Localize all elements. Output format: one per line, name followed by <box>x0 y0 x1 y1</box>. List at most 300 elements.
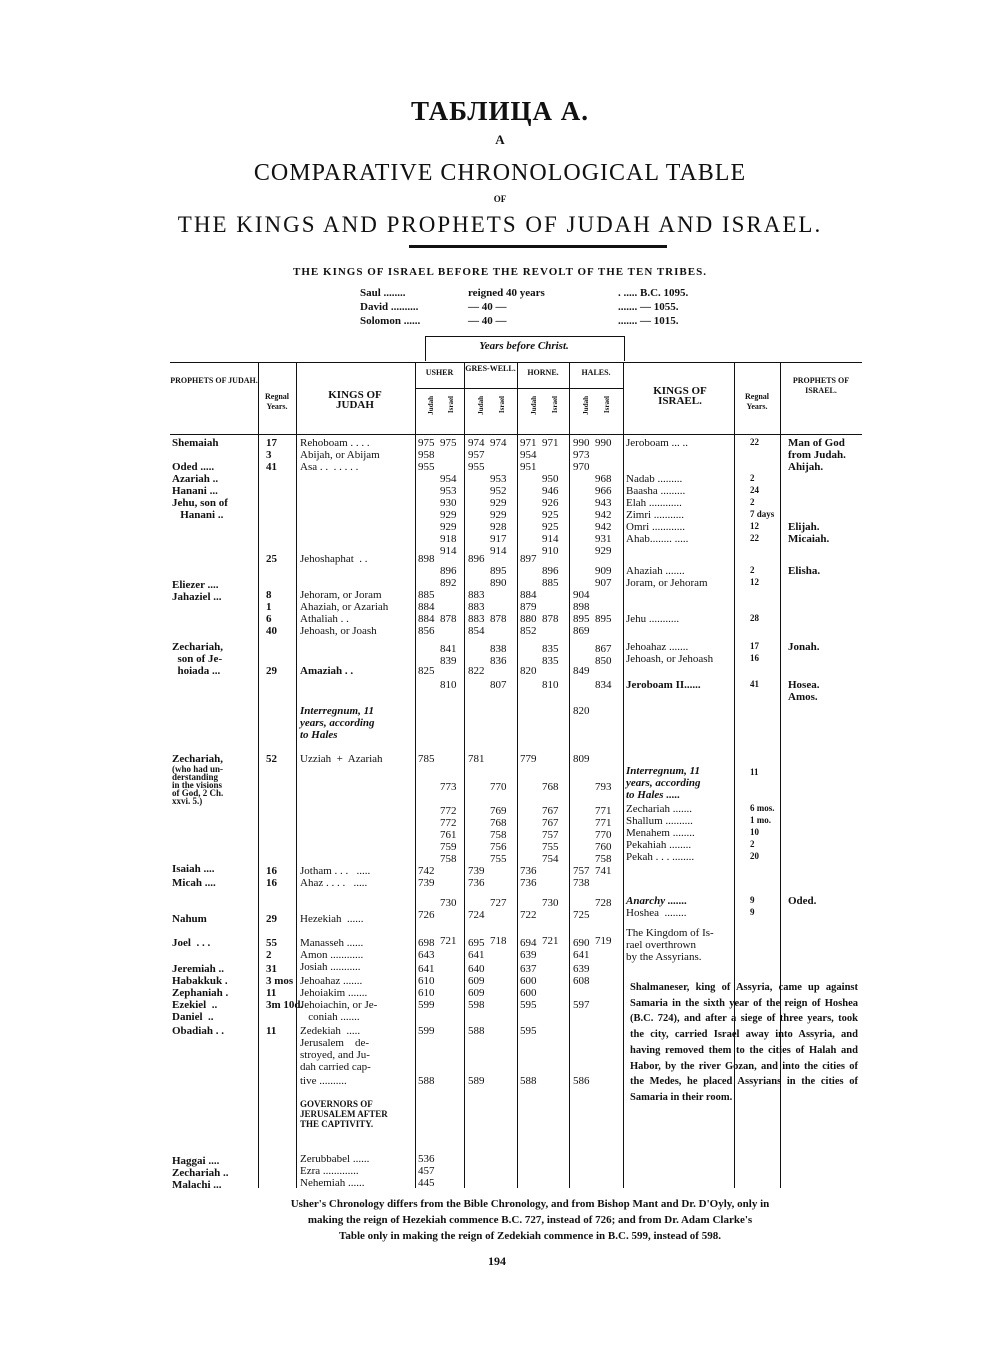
prophet-judah: Joel . . . <box>172 937 211 949</box>
sub-judah: Judah <box>582 396 590 415</box>
greswell-value: 955 <box>468 461 485 473</box>
king-judah: JERUSALEM AFTER <box>300 1109 388 1119</box>
usher-value: 641 <box>418 963 435 975</box>
prophet-judah: Nahum <box>172 913 207 925</box>
sub-judah: Judah <box>477 396 485 415</box>
king-israel: Shallum .......... <box>626 815 693 827</box>
hales-value: 990 <box>573 437 590 449</box>
king-israel: Joram, or Jehoram <box>626 577 708 589</box>
hales-value: 898 <box>573 601 590 613</box>
regnal-israel: 9 <box>750 895 755 905</box>
prophet-judah: Azariah .. <box>172 473 219 485</box>
usher-value: 761 <box>440 829 457 841</box>
greswell-value: 588 <box>468 1025 485 1037</box>
horne-value: 926 <box>542 497 559 509</box>
regnal-judah: 6 <box>266 613 272 625</box>
hales-value: 771 <box>595 805 612 817</box>
greswell-value: 890 <box>490 577 507 589</box>
greswell-value: 768 <box>490 817 507 829</box>
king-israel: Jehoahaz ....... <box>626 641 689 653</box>
horne-value: 767 <box>542 817 559 829</box>
prophet-israel: Oded. <box>788 895 817 907</box>
usher-value: 954 <box>440 473 457 485</box>
horne-value: 835 <box>542 643 559 655</box>
regnal-judah: 1 <box>266 601 272 613</box>
horne-value: 954 <box>520 449 537 461</box>
regnal-israel: 9 <box>750 907 755 917</box>
heading-a: A <box>495 132 505 147</box>
prophet-israel: from Judah. <box>788 449 846 461</box>
king-israel: Baasha ......... <box>626 485 686 497</box>
king-judah: Manasseh ...... <box>300 937 364 949</box>
king-israel: Pekahiah ........ <box>626 839 692 851</box>
king-judah: years, according <box>300 717 375 729</box>
king-judah: Josiah ........... <box>300 961 361 973</box>
usher-value: 810 <box>440 679 457 691</box>
horne-value: 595 <box>520 999 537 1011</box>
hales-value: 990 <box>595 437 612 449</box>
sub-judah: Judah <box>427 396 435 415</box>
before-revolt-row: David .......... — 40 — ....... — 1055. <box>360 301 679 313</box>
horne-value: 736 <box>520 877 537 889</box>
hales-value: 895 <box>573 613 590 625</box>
prophet-judah: Zechariah, <box>172 753 224 765</box>
prophet-judah: derstanding <box>172 772 219 782</box>
horne-value: 779 <box>520 753 537 765</box>
king-israel: Zimri ........... <box>626 509 685 521</box>
king-israel: Pekah . . . ........ <box>626 851 695 863</box>
heading-of: OF <box>493 194 507 204</box>
horne-value: 884 <box>520 589 537 601</box>
prophet-israel: Micaiah. <box>788 533 830 545</box>
prophet-judah: of God, 2 Ch. <box>172 788 224 798</box>
hales-value: 942 <box>595 509 612 521</box>
footnote-line: Usher's Chronology differs from the Bible Chronology, and from Bishop Mant and Dr. D'Oyly, only in <box>290 1198 770 1210</box>
horne-value: 950 <box>542 473 559 485</box>
greswell-value: 883 <box>468 613 485 625</box>
king-israel: to Hales ..... <box>626 789 681 801</box>
greswell-value: 952 <box>490 485 507 497</box>
prophet-israel: Ahijah. <box>788 461 824 473</box>
hales-value: 970 <box>573 461 590 473</box>
hales-value: 943 <box>595 497 612 509</box>
header-kings-judah: KINGS OF JUDAH <box>328 389 382 411</box>
regnal-israel: 7 days <box>750 509 775 519</box>
usher-value: 975 <box>440 437 457 449</box>
horne-value: 971 <box>520 437 537 449</box>
usher-value: 730 <box>440 897 457 909</box>
regnal-israel: 2 <box>750 565 755 575</box>
prophet-judah: Isaiah .... <box>172 863 215 875</box>
horne-value: 755 <box>542 841 559 853</box>
prophet-judah: Haggai .... <box>172 1155 220 1167</box>
usher-value: 758 <box>440 853 457 865</box>
usher-value: 739 <box>418 877 435 889</box>
horne-value: 639 <box>520 949 537 961</box>
greswell-value: 739 <box>468 865 485 877</box>
prophet-judah: Obadiah . . <box>172 1025 224 1037</box>
prophet-judah: Micah .... <box>172 877 216 889</box>
usher-value: 445 <box>418 1177 435 1189</box>
greswell-value: 928 <box>490 521 507 533</box>
horne-value: 810 <box>542 679 559 691</box>
horne-value: 694 <box>520 937 537 949</box>
shalmaneser-note: Shalmaneser, king of Assyria, came up against Samaria in the sixth year of the reign of Hoshea (B.C. 724), and after a siege of three years, took the city, carried Israel away into Assyria, and having removed them to the cities of Halah and Habor, by the river Gozan, and into the cities of the Medes, he placed Assyrians in the cities of Samaria in their room. <box>630 982 858 1103</box>
greswell-value: 609 <box>468 987 485 999</box>
regnal-israel: 1 mo. <box>750 815 771 825</box>
page-subtitle: THE KINGS AND PROPHETS OF JUDAH AND ISRAEL. <box>177 212 823 237</box>
greswell-value: 929 <box>490 509 507 521</box>
king-israel: Anarchy ....... <box>626 895 688 907</box>
hales-value: 849 <box>573 665 590 677</box>
regnal-israel: 17 <box>750 641 759 651</box>
regnal-israel: 2 <box>750 839 755 849</box>
king-judah: Ahaz . . . . ..... <box>300 877 368 889</box>
usher-value: 599 <box>418 999 435 1011</box>
king-judah: Ezra ............. <box>300 1165 359 1177</box>
hales-value: 809 <box>573 753 590 765</box>
greswell-value: 974 <box>490 437 507 449</box>
greswell-value: 953 <box>490 473 507 485</box>
regnal-judah: 3 mos <box>266 975 294 987</box>
horne-value: 835 <box>542 655 559 667</box>
usher-value: 839 <box>440 655 457 667</box>
usher-value: 930 <box>440 497 457 509</box>
prophet-israel: Amos. <box>788 691 818 703</box>
greswell-value: 695 <box>468 937 485 949</box>
horne-value: 880 <box>520 613 537 625</box>
hales-value: 973 <box>573 449 590 461</box>
usher-value: 772 <box>440 805 457 817</box>
usher-value: 773 <box>440 781 457 793</box>
hales-value: 771 <box>595 817 612 829</box>
usher-value: 884 <box>418 601 435 613</box>
usher-value: 885 <box>418 589 435 601</box>
footnote-line: Table only in making the reign of Zedekiah commence in B.C. 599, instead of 598. <box>339 1230 721 1242</box>
prophet-judah: Zechariah .. <box>172 1167 229 1179</box>
horne-value: 754 <box>542 853 559 865</box>
sub-judah: Judah <box>530 396 538 415</box>
greswell-value: 755 <box>490 853 507 865</box>
prophet-israel: Elisha. <box>788 565 821 577</box>
king-judah: Rehoboam . . . . <box>300 437 370 449</box>
horne-value: 721 <box>542 935 559 947</box>
horne-value: 879 <box>520 601 537 613</box>
greswell-value: 724 <box>468 909 485 921</box>
footnote-line: making the reign of Hezekiah commence B.C. 727, instead of 726; and from Dr. Adam Clarke's <box>307 1214 753 1226</box>
prophet-judah: son of Je- <box>172 653 223 665</box>
regnal-judah: 52 <box>266 753 277 765</box>
hales-value: 931 <box>595 533 612 545</box>
king-judah: coniah ....... <box>300 1011 360 1023</box>
prophet-judah: Zechariah, <box>172 641 224 653</box>
prophet-judah: Malachi ... <box>172 1179 222 1191</box>
prophet-judah: hoiada ... <box>172 665 221 677</box>
header-kings-israel: KINGS OF ISRAEL. <box>653 385 707 407</box>
prophet-judah: Daniel .. <box>172 1011 214 1023</box>
hales-value: 586 <box>573 1075 590 1087</box>
hales-value: 909 <box>595 565 612 577</box>
regnal-israel: 41 <box>750 679 759 689</box>
king-judah: Amon ............ <box>300 949 364 961</box>
regnal-israel: 11 <box>750 767 759 777</box>
greswell-value: 807 <box>490 679 507 691</box>
king-judah: THE CAPTIVITY. <box>300 1119 374 1129</box>
hales-value: 639 <box>573 963 590 975</box>
king-israel: rael overthrown <box>626 939 696 951</box>
greswell-value: 974 <box>468 437 485 449</box>
usher-value: 759 <box>440 841 457 853</box>
king-judah: dah carried cap- <box>300 1061 371 1073</box>
greswell-value: 770 <box>490 781 507 793</box>
sub-israel: Israel <box>551 396 559 414</box>
horne-value: 878 <box>542 613 559 625</box>
king-israel: The Kingdom of Is- <box>626 927 714 939</box>
hales-value: 757 <box>573 865 590 877</box>
regnal-judah: 40 <box>266 625 277 637</box>
hales-value: 728 <box>595 897 612 909</box>
hales-value: 760 <box>595 841 612 853</box>
horne-value: 767 <box>542 805 559 817</box>
hales-value: 904 <box>573 589 590 601</box>
king-judah: Jehoiachin, or Je- <box>300 999 378 1011</box>
regnal-israel: 22 <box>750 437 759 447</box>
greswell-value: 640 <box>468 963 485 975</box>
prophet-judah: Habakkuk . <box>172 975 228 987</box>
king-judah: Ahaziah, or Azariah <box>300 601 389 613</box>
prophet-judah: xxvi. 5.) <box>172 796 203 806</box>
regnal-israel: 12 <box>750 577 759 587</box>
greswell-value: 718 <box>490 935 507 947</box>
king-judah: to Hales <box>300 729 338 741</box>
regnal-israel: 16 <box>750 653 759 663</box>
regnal-judah: 16 <box>266 877 277 889</box>
before-revolt-title: THE KINGS OF ISRAEL BEFORE THE REVOLT OF THE TEN TRIBES. <box>293 266 707 278</box>
king-judah: Zedekiah ..... <box>300 1025 361 1037</box>
header-regnal-israel: Regnal Years. <box>745 392 769 411</box>
regnal-israel: 6 mos. <box>750 803 775 813</box>
page-heading-cyrillic: ТАБЛИЦА А. <box>411 96 589 126</box>
horne-value: 600 <box>520 975 537 987</box>
prophet-judah: Hanani ... <box>172 485 218 497</box>
prophet-judah: Jehu, son of <box>172 497 228 509</box>
greswell-value: 727 <box>490 897 507 909</box>
king-israel: years, according <box>626 777 701 789</box>
usher-value: 918 <box>440 533 457 545</box>
regnal-judah: 16 <box>266 865 277 877</box>
greswell-value: 883 <box>468 601 485 613</box>
hales-value: 929 <box>595 545 612 557</box>
greswell-value: 736 <box>468 877 485 889</box>
greswell-value: 917 <box>490 533 507 545</box>
prophet-judah: Zephaniah . <box>172 987 229 999</box>
horne-value: 637 <box>520 963 537 975</box>
hales-value: 641 <box>573 949 590 961</box>
horne-value: 820 <box>520 665 537 677</box>
horne-value: 925 <box>542 509 559 521</box>
king-israel: Jeroboam ... .. <box>626 437 689 449</box>
usher-value: 841 <box>440 643 457 655</box>
regnal-israel: 2 <box>750 473 755 483</box>
horne-value: 730 <box>542 897 559 909</box>
usher-value: 643 <box>418 949 435 961</box>
usher-value: 599 <box>418 1025 435 1037</box>
greswell-value: 929 <box>490 497 507 509</box>
regnal-judah: 3 <box>266 449 272 461</box>
king-judah: Hezekiah ...... <box>300 913 364 925</box>
header-prophets-israel: PROPHETS OF ISRAEL. <box>792 376 850 395</box>
king-judah: stroyed, and Ju- <box>300 1049 370 1061</box>
usher-value: 536 <box>418 1153 435 1165</box>
hales-value: 966 <box>595 485 612 497</box>
regnal-israel: 2 <box>750 497 755 507</box>
greswell-value: 895 <box>490 565 507 577</box>
greswell-value: 758 <box>490 829 507 841</box>
header-greswell: GRES-WELL. <box>465 364 516 373</box>
title-rule <box>409 245 667 248</box>
prophet-judah: Ezekiel .. <box>172 999 218 1011</box>
regnal-israel: 12 <box>750 521 759 531</box>
footnote <box>170 1196 890 1244</box>
usher-value: 884 <box>418 613 435 625</box>
regnal-judah: 41 <box>266 461 277 473</box>
king-israel: Menahem ........ <box>626 827 695 839</box>
hales-value: 968 <box>595 473 612 485</box>
page-number: 194 <box>488 1254 506 1268</box>
regnal-judah: 11 <box>266 1025 277 1037</box>
prophet-judah: in the visions <box>172 780 223 790</box>
greswell-value: 822 <box>468 665 485 677</box>
hales-value: 690 <box>573 937 590 949</box>
horne-value: 722 <box>520 909 537 921</box>
king-judah: Asa . . . . . . . <box>300 461 359 473</box>
horne-value: 595 <box>520 1025 537 1037</box>
greswell-value: 641 <box>468 949 485 961</box>
greswell-value: 769 <box>490 805 507 817</box>
usher-value: 825 <box>418 665 435 677</box>
regnal-judah: 55 <box>266 937 277 949</box>
horne-value: 600 <box>520 987 537 999</box>
header-prophets-judah: PROPHETS OF JUDAH. <box>170 376 258 385</box>
prophet-judah: Shemaiah <box>172 437 219 449</box>
header-horne: HORNE. <box>527 368 559 377</box>
usher-value: 953 <box>440 485 457 497</box>
king-judah: Jehoram, or Joram <box>300 589 382 601</box>
king-judah: Zerubbabel ...... <box>300 1153 370 1165</box>
usher-value: 914 <box>440 545 457 557</box>
king-israel: by the Assyrians. <box>626 951 702 963</box>
regnal-judah: 29 <box>266 665 277 677</box>
king-israel: Elah ............ <box>626 497 682 509</box>
hales-value: 869 <box>573 625 590 637</box>
greswell-value: 756 <box>490 841 507 853</box>
hales-value: 867 <box>595 643 612 655</box>
regnal-israel: 24 <box>750 485 759 495</box>
greswell-value: 589 <box>468 1075 485 1087</box>
hales-value: 719 <box>595 935 612 947</box>
prophet-judah: Eliezer .... <box>172 579 219 591</box>
hales-value: 597 <box>573 999 590 1011</box>
king-judah: Uzziah + Azariah <box>300 753 383 765</box>
horne-value: 971 <box>542 437 559 449</box>
horne-value: 896 <box>542 565 559 577</box>
king-judah: Jehoahaz ....... <box>300 975 363 987</box>
king-israel: Jehu ........... <box>626 613 680 625</box>
regnal-judah: 8 <box>266 589 272 601</box>
hales-value: 725 <box>573 909 590 921</box>
king-judah: GOVERNORS OF <box>300 1099 373 1109</box>
greswell-value: 854 <box>468 625 485 637</box>
king-judah: Jehoash, or Joash <box>300 625 377 637</box>
header-regnal-judah: Regnal Years. <box>265 392 289 411</box>
regnal-israel: 20 <box>750 851 759 861</box>
years-before-christ: Years before Christ. <box>479 340 569 352</box>
hales-value: 834 <box>595 679 612 691</box>
usher-value: 955 <box>418 461 435 473</box>
horne-value: 757 <box>542 829 559 841</box>
regnal-judah: 25 <box>266 553 277 565</box>
regnal-judah: 17 <box>266 437 277 449</box>
horne-value: 951 <box>520 461 537 473</box>
horne-value: 588 <box>520 1075 537 1087</box>
king-judah: Jerusalem de- <box>300 1037 370 1049</box>
regnal-judah: 11 <box>266 987 277 999</box>
hales-value: 758 <box>595 853 612 865</box>
page-title: COMPARATIVE CHRONOLOGICAL TABLE <box>253 160 747 186</box>
regnal-judah: 29 <box>266 913 277 925</box>
usher-value: 958 <box>418 449 435 461</box>
king-judah: Amaziah . . <box>300 665 354 677</box>
greswell-value: 609 <box>468 975 485 987</box>
sub-israel: Israel <box>498 396 506 414</box>
greswell-value: 836 <box>490 655 507 667</box>
king-israel: Interregnum, 11 <box>626 765 700 777</box>
king-judah: Interregnum, 11 <box>300 705 374 717</box>
king-judah: Nehemiah ...... <box>300 1177 365 1189</box>
usher-value: 929 <box>440 521 457 533</box>
regnal-judah: 31 <box>266 963 277 975</box>
before-revolt-list <box>360 286 708 328</box>
usher-value: 772 <box>440 817 457 829</box>
usher-value: 610 <box>418 975 435 987</box>
horne-value: 897 <box>520 553 537 565</box>
horne-value: 925 <box>542 521 559 533</box>
regnal-judah: 3m 10d. <box>266 999 304 1011</box>
usher-value: 726 <box>418 909 435 921</box>
hales-value: 738 <box>573 877 590 889</box>
greswell-value: 838 <box>490 643 507 655</box>
king-israel: Hoshea ........ <box>626 907 687 919</box>
horne-value: 910 <box>542 545 559 557</box>
king-israel: Ahab........ ..... <box>626 533 689 545</box>
regnal-israel: 28 <box>750 613 759 623</box>
greswell-value: 957 <box>468 449 485 461</box>
prophet-israel: Jonah. <box>788 641 820 653</box>
usher-value: 721 <box>440 935 457 947</box>
before-revolt-row: Saul ........ reigned 40 years . ..... B.C. 1095. <box>360 287 689 299</box>
king-israel: Omri ............ <box>626 521 685 533</box>
usher-value: 588 <box>418 1075 435 1087</box>
prophet-israel: Elijah. <box>788 521 820 533</box>
greswell-value: 896 <box>468 553 485 565</box>
usher-value: 742 <box>418 865 435 877</box>
header-hales: HALES. <box>581 368 611 377</box>
king-judah: tive .......... <box>300 1075 347 1087</box>
horne-value: 946 <box>542 485 559 497</box>
before-revolt-row: Solomon ...... — 40 — ....... — 1015. <box>360 315 679 327</box>
hales-value: 895 <box>595 613 612 625</box>
greswell-value: 781 <box>468 753 485 765</box>
